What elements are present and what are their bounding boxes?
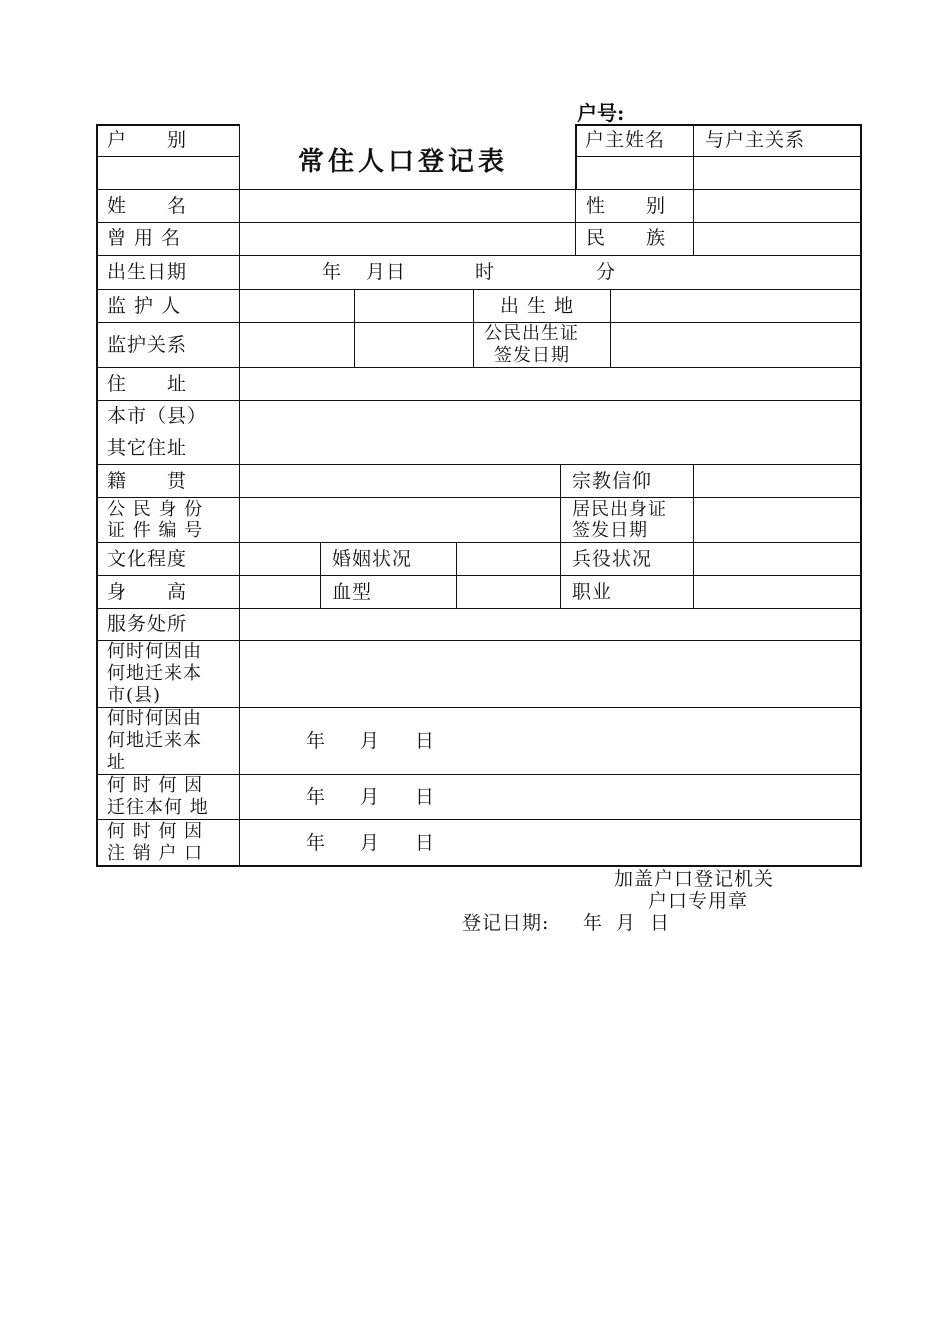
other-address-label-line1: 本市（县） [107, 405, 208, 427]
registration-date-label: 登记日期: [462, 912, 550, 934]
marital-status-label: 婚姻状况 [332, 548, 413, 570]
resident-cert-date-field[interactable] [695, 499, 859, 541]
guardian-relation-label: 监护关系 [107, 334, 188, 356]
moved-city-label-line1: 何时何因由 [107, 641, 202, 662]
moved-address-label-line3: 址 [107, 752, 126, 773]
cancel-day: 日 [415, 832, 436, 854]
birthplace-label: 出 生 地 [500, 295, 575, 317]
native-place-field[interactable] [241, 466, 559, 496]
moved-out-day: 日 [415, 786, 436, 808]
cancel-label-line2: 注 销 户 口 [107, 843, 204, 864]
household-type-field[interactable] [98, 158, 238, 188]
blood-type-field[interactable] [458, 577, 559, 607]
military-status-field[interactable] [695, 544, 859, 574]
birth-cert-label-line2: 签发日期 [494, 345, 570, 366]
form-title: 常住人口登记表 [298, 147, 509, 177]
ethnicity-field[interactable] [695, 224, 859, 254]
household-number-label: 户号: [577, 101, 625, 125]
registration-year: 年 [583, 912, 604, 934]
height-label: 身 高 [107, 581, 188, 603]
seal-note-line2: 户口专用章 [648, 890, 749, 912]
guardian-field-1[interactable] [241, 291, 353, 321]
birthplace-field[interactable] [612, 291, 859, 321]
moved-address-label-line1: 何时何因由 [107, 708, 202, 729]
birth-cert-date-field[interactable] [612, 324, 859, 366]
cancel-year: 年 [306, 832, 327, 854]
moved-out-year: 年 [306, 786, 327, 808]
workplace-field[interactable] [241, 610, 859, 639]
household-type-label: 户 别 [107, 129, 188, 151]
cancel-label-line1: 何 时 何 因 [107, 821, 204, 842]
ethnicity-label: 民 族 [586, 227, 667, 249]
id-number-label-line1: 公 民 身 份 [107, 499, 204, 520]
id-number-label-line2: 证 件 编 号 [107, 520, 204, 541]
military-status-label: 兵役状况 [572, 548, 653, 570]
moved-address-month: 月 [360, 730, 381, 752]
head-name-field[interactable] [577, 158, 692, 188]
registration-day: 日 [650, 912, 671, 934]
relation-to-head-field[interactable] [695, 158, 859, 188]
name-label: 姓 名 [107, 195, 188, 217]
birth-cert-label-line1: 公民出生证 [484, 323, 579, 344]
other-address-label-line2: 其它住址 [107, 437, 188, 459]
religion-label: 宗教信仰 [572, 470, 653, 492]
gender-field[interactable] [695, 191, 859, 221]
relation-to-head-label: 与户主关系 [705, 129, 806, 151]
other-address-field[interactable] [241, 402, 859, 463]
guardian-relation-field-2[interactable] [356, 324, 472, 366]
moved-address-year: 年 [306, 730, 327, 752]
moved-city-label-line3: 市(县) [107, 685, 162, 706]
moved-out-label-line1: 何 时 何 因 [107, 775, 204, 796]
blood-type-label: 血型 [332, 581, 373, 603]
moved-city-field[interactable] [241, 642, 859, 706]
guardian-label: 监 护 人 [107, 295, 182, 317]
education-field[interactable] [241, 544, 319, 574]
registration-month: 月 [616, 912, 637, 934]
moved-address-day: 日 [415, 730, 436, 752]
address-field[interactable] [241, 369, 859, 399]
gender-label: 性 别 [586, 195, 667, 217]
workplace-label: 服务处所 [107, 613, 188, 635]
resident-cert-label-line1: 居民出身证 [572, 499, 667, 520]
birth-minute-unit: 分 [596, 261, 617, 283]
id-number-field[interactable] [241, 499, 559, 541]
moved-out-month: 月 [360, 786, 381, 808]
birth-year-unit: 年 [322, 261, 343, 283]
seal-note-line1: 加盖户口登记机关 [614, 868, 775, 890]
birth-hour-unit: 时 [475, 261, 496, 283]
occupation-field[interactable] [695, 577, 859, 607]
moved-city-label-line2: 何地迁来本 [107, 663, 202, 684]
head-name-label: 户主姓名 [585, 129, 666, 151]
former-name-label: 曾 用 名 [107, 227, 182, 249]
height-field[interactable] [241, 577, 319, 607]
address-label: 住 址 [107, 373, 188, 395]
occupation-label: 职业 [572, 581, 613, 603]
education-label: 文化程度 [107, 548, 188, 570]
native-place-label: 籍 贯 [107, 470, 188, 492]
birth-date-label: 出生日期 [107, 261, 188, 283]
former-name-field[interactable] [241, 224, 574, 254]
marital-status-field[interactable] [458, 544, 559, 574]
guardian-field-2[interactable] [356, 291, 472, 321]
guardian-relation-field-1[interactable] [241, 324, 353, 366]
name-field[interactable] [241, 191, 574, 221]
cancel-month: 月 [360, 832, 381, 854]
birth-month-day-unit: 月日 [366, 261, 407, 283]
moved-out-label-line2: 迁往本何 地 [107, 797, 209, 818]
moved-address-label-line2: 何地迁来本 [107, 730, 202, 751]
religion-field[interactable] [695, 466, 859, 496]
resident-cert-label-line2: 签发日期 [572, 520, 648, 541]
